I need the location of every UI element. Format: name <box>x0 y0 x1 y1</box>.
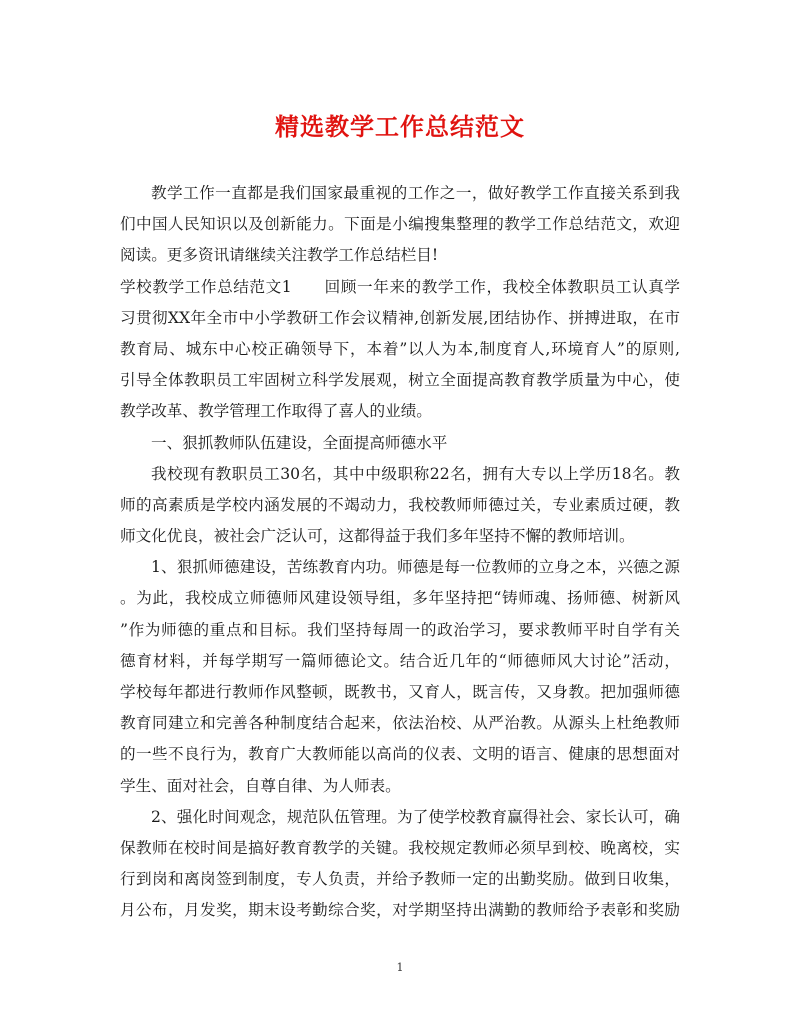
text-line: 教育同建立和完善各种制度结合起来，依法治校、从严治教。从源头上杜绝教师 <box>120 714 680 733</box>
page-number: 1 <box>396 961 404 974</box>
text-line: 学校每年都进行教师作风整顿，既教书，又育人，既言传，又身教。把加强师德 <box>120 683 680 701</box>
text-line: 习贯彻XX年全市中小学教研工作会议精神,创新发展,团结协作、拼搏进取，在市 <box>120 308 680 327</box>
section-heading: 一、狠抓教师队伍建设，全面提高师德水平 <box>151 433 448 452</box>
text-line: 的一些不良行为，教育广大教师能以高尚的仪表、文明的语言、健康的思想面对 <box>120 745 680 764</box>
text-line: ”作为师德的重点和目标。我们坚持每周一的政治学习，要求教师平时自学有关 <box>120 620 680 639</box>
text-line: 。为此，我校成立师德师风建设领导组，多年坚持把“铸师魂、扬师德、树新风 <box>120 589 680 608</box>
text-line: 学生、面对社会，自尊自律、为人师表。 <box>120 776 401 795</box>
text-line: 保教师在校时间是搞好教育教学的关键。我校规定教师必须早到校、晚离校，实 <box>120 838 680 857</box>
text-line: 月公布，月发奖，期末设考勤综合奖，对学期坚持出满勤的教师给予表彰和奖励 <box>120 901 680 920</box>
text-line: 1、狠抓师德建设，苦练教育内功。师德是每一位教师的立身之本，兴德之源 <box>151 558 680 577</box>
page-title: 精选教学工作总结范文 <box>275 112 525 141</box>
text-line: 我校现有教职员工30名，其中中级职称22名，拥有大专以上学历18名。教 <box>151 464 680 483</box>
text-line: 们中国人民知识以及创新能力。下面是小编搜集整理的教学工作总结范文，欢迎 <box>120 215 680 234</box>
text-line: 阅读。更多资讯请继续关注教学工作总结栏目! <box>120 246 439 265</box>
text-line: 师文化优良，被社会广泛认可，这都得益于我们多年坚持不懈的教师培训。 <box>120 527 635 546</box>
text-line: 德育材料，并每学期写一篇师德论文。结合近几年的“师德师风大讨论”活动， <box>120 651 680 670</box>
text-line: 教学工作一直都是我们国家最重视的工作之一，做好教学工作直接关系到我 <box>151 184 680 202</box>
text-line: 教学改革、教学管理工作取得了喜人的业绩。 <box>120 402 432 421</box>
text-line: 教育局、城东中心校正确领导下，本着”以人为本,制度育人,环境育人”的原则, <box>120 339 680 358</box>
document-body <box>120 178 680 927</box>
text-line: 引导全体教职员工牢固树立科学发展观，树立全面提高教育教学质量为中心，使 <box>120 371 680 390</box>
text-line: 2、强化时间观念，规范队伍管理。为了使学校教育赢得社会、家长认可，确 <box>151 807 680 826</box>
text-line: 学校教学工作总结范文1 回顾一年来的教学工作，我校全体教职员工认真学 <box>120 277 680 296</box>
text-line: 行到岗和离岗签到制度，专人负责，并给予教师一定的出勤奖励。做到日收集， <box>120 870 680 889</box>
text-line: 师的高素质是学校内涵发展的不竭动力，我校教师师德过关，专业素质过硬，教 <box>120 495 680 514</box>
